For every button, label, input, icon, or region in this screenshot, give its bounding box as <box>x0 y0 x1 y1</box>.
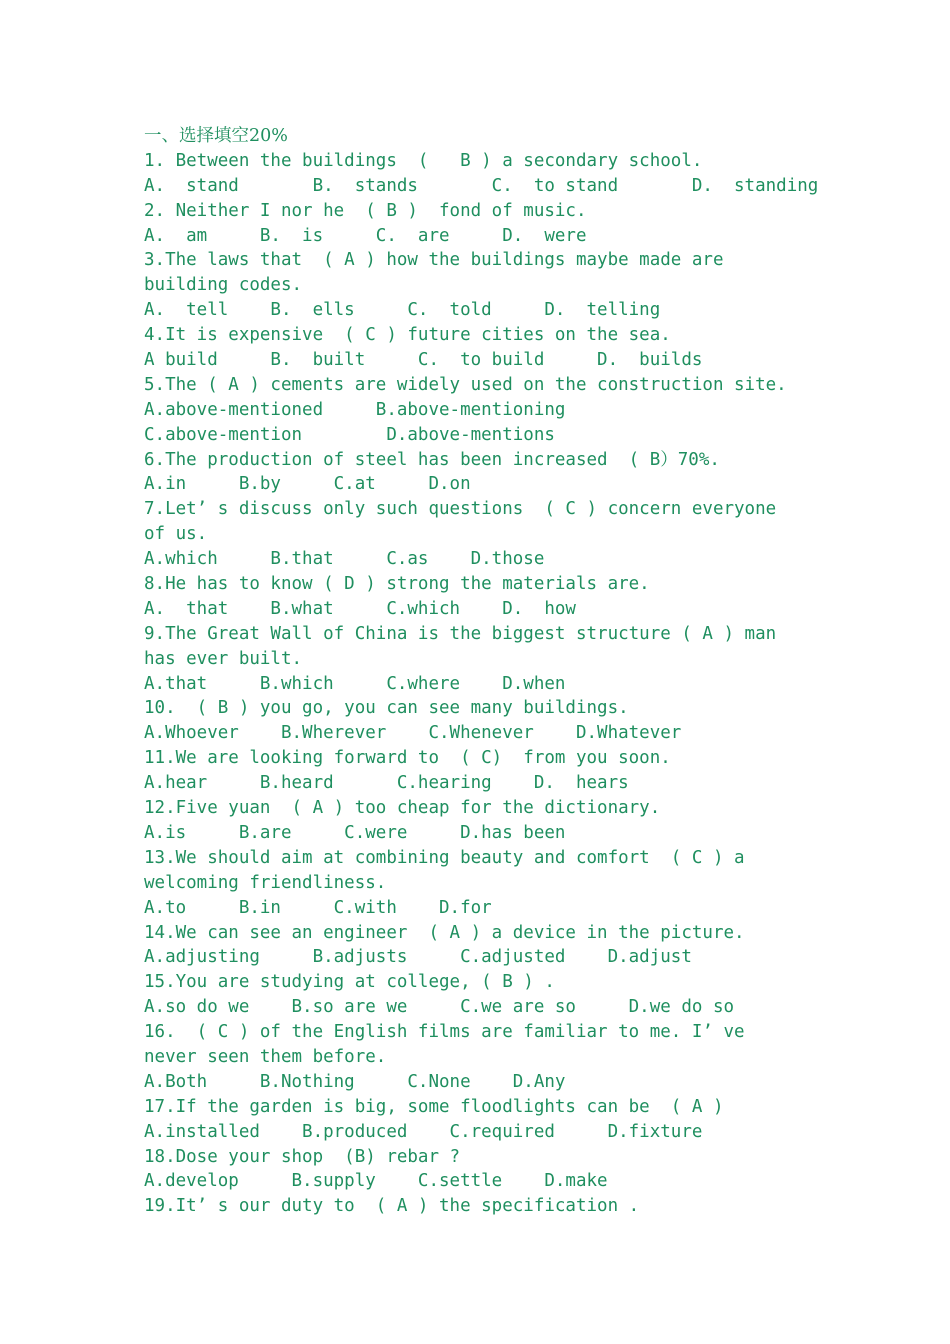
text-line: C.above-mention D.above-mentions <box>144 424 555 445</box>
document-page <box>144 124 924 1219</box>
text-line: A.develop B.supply C.settle D.make <box>144 1171 608 1192</box>
text-line: never seen them before. <box>144 1046 387 1067</box>
text-line: A.that B.which C.where D.when <box>144 673 566 694</box>
text-line: 6.The production of steel has been increased ( B）70%. <box>144 449 720 470</box>
text-line: 12.Five yuan ( A ) too cheap for the dictionary. <box>144 798 661 819</box>
text-line: 15.You are studying at college, ( B ) . <box>144 972 555 993</box>
text-line: of us. <box>144 524 208 545</box>
text-line: has ever built. <box>144 648 303 669</box>
text-line: A.to B.in C.with D.for <box>144 897 492 918</box>
text-line: A. that B.what C.which D. how <box>144 598 576 619</box>
text-line: A. am B. is C. are D. were <box>144 225 587 246</box>
text-line: 17.If the garden is big, some floodlights can be ( A ) <box>144 1096 724 1117</box>
text-line: 8.He has to know ( D ) strong the materials are. <box>144 574 650 595</box>
text-line: A.in B.by C.at D.on <box>144 474 471 495</box>
text-line: A.so do we B.so are we C.we are so D.we do so <box>144 997 735 1018</box>
text-line: A.adjusting B.adjusts C.adjusted D.adjust <box>144 947 692 968</box>
text-line: 1. Between the buildings ( B ) a secondary school. <box>144 150 703 171</box>
text-line: 10. ( B ) you go, you can see many buildings. <box>144 698 629 719</box>
text-line: building codes. <box>144 275 303 296</box>
text-line: A build B. built C. to build D. builds <box>144 350 703 371</box>
text-line: 9.The Great Wall of China is the biggest structure ( A ) man <box>144 623 777 644</box>
text-line: 18.Dose your shop (B) rebar ? <box>144 1146 461 1167</box>
text-line: 13.We should aim at combining beauty and comfort ( C ) a <box>144 847 745 868</box>
text-line: A.Both B.Nothing C.None D.Any <box>144 1071 566 1092</box>
text-line: 16. ( C ) of the English films are familiar to me. I’ ve <box>144 1022 745 1043</box>
text-line: A.which B.that C.as D.those <box>144 549 545 570</box>
text-line: A. stand B. stands C. to stand D. standing <box>144 175 819 196</box>
text-line: 14.We can see an engineer ( A ) a device in the picture. <box>144 922 745 943</box>
text-line: A.is B.are C.were D.has been <box>144 822 566 843</box>
text-line: A.hear B.heard C.hearing D. hears <box>144 773 629 794</box>
text-line: 7.Let’ s discuss only such questions ( C ) concern everyone <box>144 499 777 520</box>
text-line: welcoming friendliness. <box>144 872 387 893</box>
text-line: 2. Neither I nor he ( B ) fond of music. <box>144 200 587 221</box>
text-line: 19.It’ s our duty to ( A ) the specification . <box>144 1196 640 1217</box>
text-line: 5.The ( A ) cements are widely used on the construction site. <box>144 374 787 395</box>
text-line: 3.The laws that ( A ) how the buildings maybe made are <box>144 250 724 271</box>
section-heading: 一、选择填空20% <box>144 126 288 146</box>
text-line: 4.It is expensive ( C ) future cities on the sea. <box>144 325 671 346</box>
text-line: A.Whoever B.Wherever C.Whenever D.Whatever <box>144 723 682 744</box>
text-line: 11.We are looking forward to ( C) from you soon. <box>144 748 671 769</box>
text-line: A. tell B. ells C. told D. telling <box>144 300 661 321</box>
text-line: A.installed B.produced C.required D.fixture <box>144 1121 703 1142</box>
text-line: A.above-mentioned B.above-mentioning <box>144 399 566 420</box>
